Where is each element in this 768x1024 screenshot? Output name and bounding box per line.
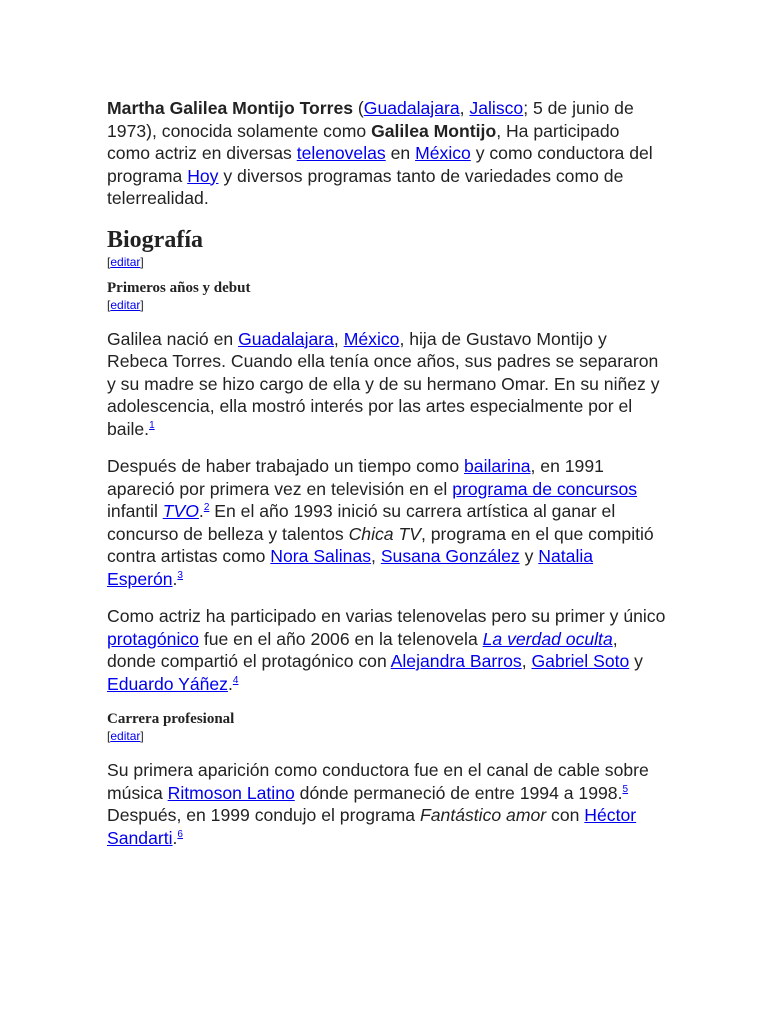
link-alejandra-barros[interactable]: Alejandra Barros [390,651,522,671]
link-programa-de-concursos[interactable]: programa de concursos [452,478,638,499]
link-protagonico[interactable]: protagónico [107,628,199,649]
link-eduardo-yanez[interactable]: Eduardo Yáñez [107,673,228,694]
link-hoy[interactable]: Hoy [187,165,219,186]
ref-4[interactable]: 4 [232,674,239,686]
edit-biografia: [editar] [107,254,144,269]
heading-biografia: Biografía [107,226,203,253]
link-hector-sandarti[interactable]: Héctor Sandarti [107,805,637,848]
fantastico-amor: Fantástico amor [420,805,547,825]
link-gabriel-soto[interactable]: Gabriel Soto [531,651,630,671]
paragraph-actriz: Como actriz ha participado en varias telenovelas pero su primer y único protagónico fue en el año 2006 en la telenovela La verdad oculta, donde compartió el protagónico con Alejandra Barros, Gabriel Soto y Eduardo Yáñez.$^4$ [107,606,666,694]
ref-6[interactable]: 6 [177,828,183,840]
link-tvo[interactable]: TVO [162,501,199,521]
heading-carrera-profesional: Carrera profesional [107,711,235,727]
edit-primeros-anos: [editar] [107,297,144,312]
link-mexico[interactable]: México [415,143,471,163]
link-ritmoson-latino[interactable]: Ritmoson Latino [167,782,295,803]
article-body [107,97,667,849]
paragraph-infancia: Galilea nació en Guadalajara, México, hija de Gustavo Montijo y Rebeca Torres. Cuando ella tenía once años, sus padres se separaron y su madre se hizo cargo de ella y de su hermano Omar. En su niñez y adolescencia, ella mostró interés por las artes especialmente por el baile.$^1$ [107,328,660,439]
link-telenovelas[interactable]: telenovelas [296,143,386,163]
edit-link-carrera-profesional[interactable]: editar [110,729,141,743]
paragraph-debut: Después de haber trabajado un tiempo como bailarina, en 1991 apareció por primera vez en televisión en el programa de concursos infantil TVO.$^2$ En el año 1993 inició su carrera artística al ganar el concurso de belleza y talentos Chica TV, programa en el que compitió contra artistas como Nora Salinas, Susana González y Natalia Esperón.$^3$ [107,456,654,589]
intro-paragraph: Martha Galilea Montijo Torres (Guadalajara, Jalisco; 5 de junio de 1973), conocida solamente como Galilea Montijo, Ha participado como actriz en diversas telenovelas en México y como conductora del programa Hoy y diversos programas tanto de variedades como de telerrealidad. [107,98,653,208]
edit-link-primeros-anos[interactable]: editar [110,297,141,312]
chica-tv: Chica TV [348,523,421,544]
subject-name: Martha Galilea Montijo Torres [107,98,354,118]
paragraph-conductora: Su primera aparición como conductora fue en el canal de cable sobre música Ritmoson Latino dónde permaneció de entre 1994 a 1998.$^5$ Después, en 1999 condujo el programa Fantástico amor con Héctor Sandarti.$^6$ [107,760,649,848]
link-susana-gonzalez[interactable]: Susana González [380,546,520,566]
ref-1[interactable]: 1 [149,419,155,431]
link-jalisco[interactable]: Jalisco [469,98,524,118]
link-nora-salinas[interactable]: Nora Salinas [270,546,372,566]
link-guadalajara-2[interactable]: Guadalajara [238,328,334,349]
heading-primeros-anos: Primeros años y debut [107,279,251,296]
subject-short-name: Galilea Montijo [371,120,497,141]
link-la-verdad-oculta[interactable]: La verdad oculta [482,628,613,649]
ref-3[interactable]: 3 [177,569,183,581]
edit-carrera-profesional: [editar] [107,729,144,743]
link-natalia-esperon[interactable]: Natalia Esperón [107,546,594,589]
ref-2[interactable]: 2 [203,502,210,514]
link-mexico-2[interactable]: México [343,328,400,349]
edit-link-biografia[interactable]: editar [110,254,141,269]
ref-5[interactable]: 5 [622,783,629,795]
link-guadalajara[interactable]: Guadalajara [363,98,460,118]
link-bailarina[interactable]: bailarina [464,456,531,476]
